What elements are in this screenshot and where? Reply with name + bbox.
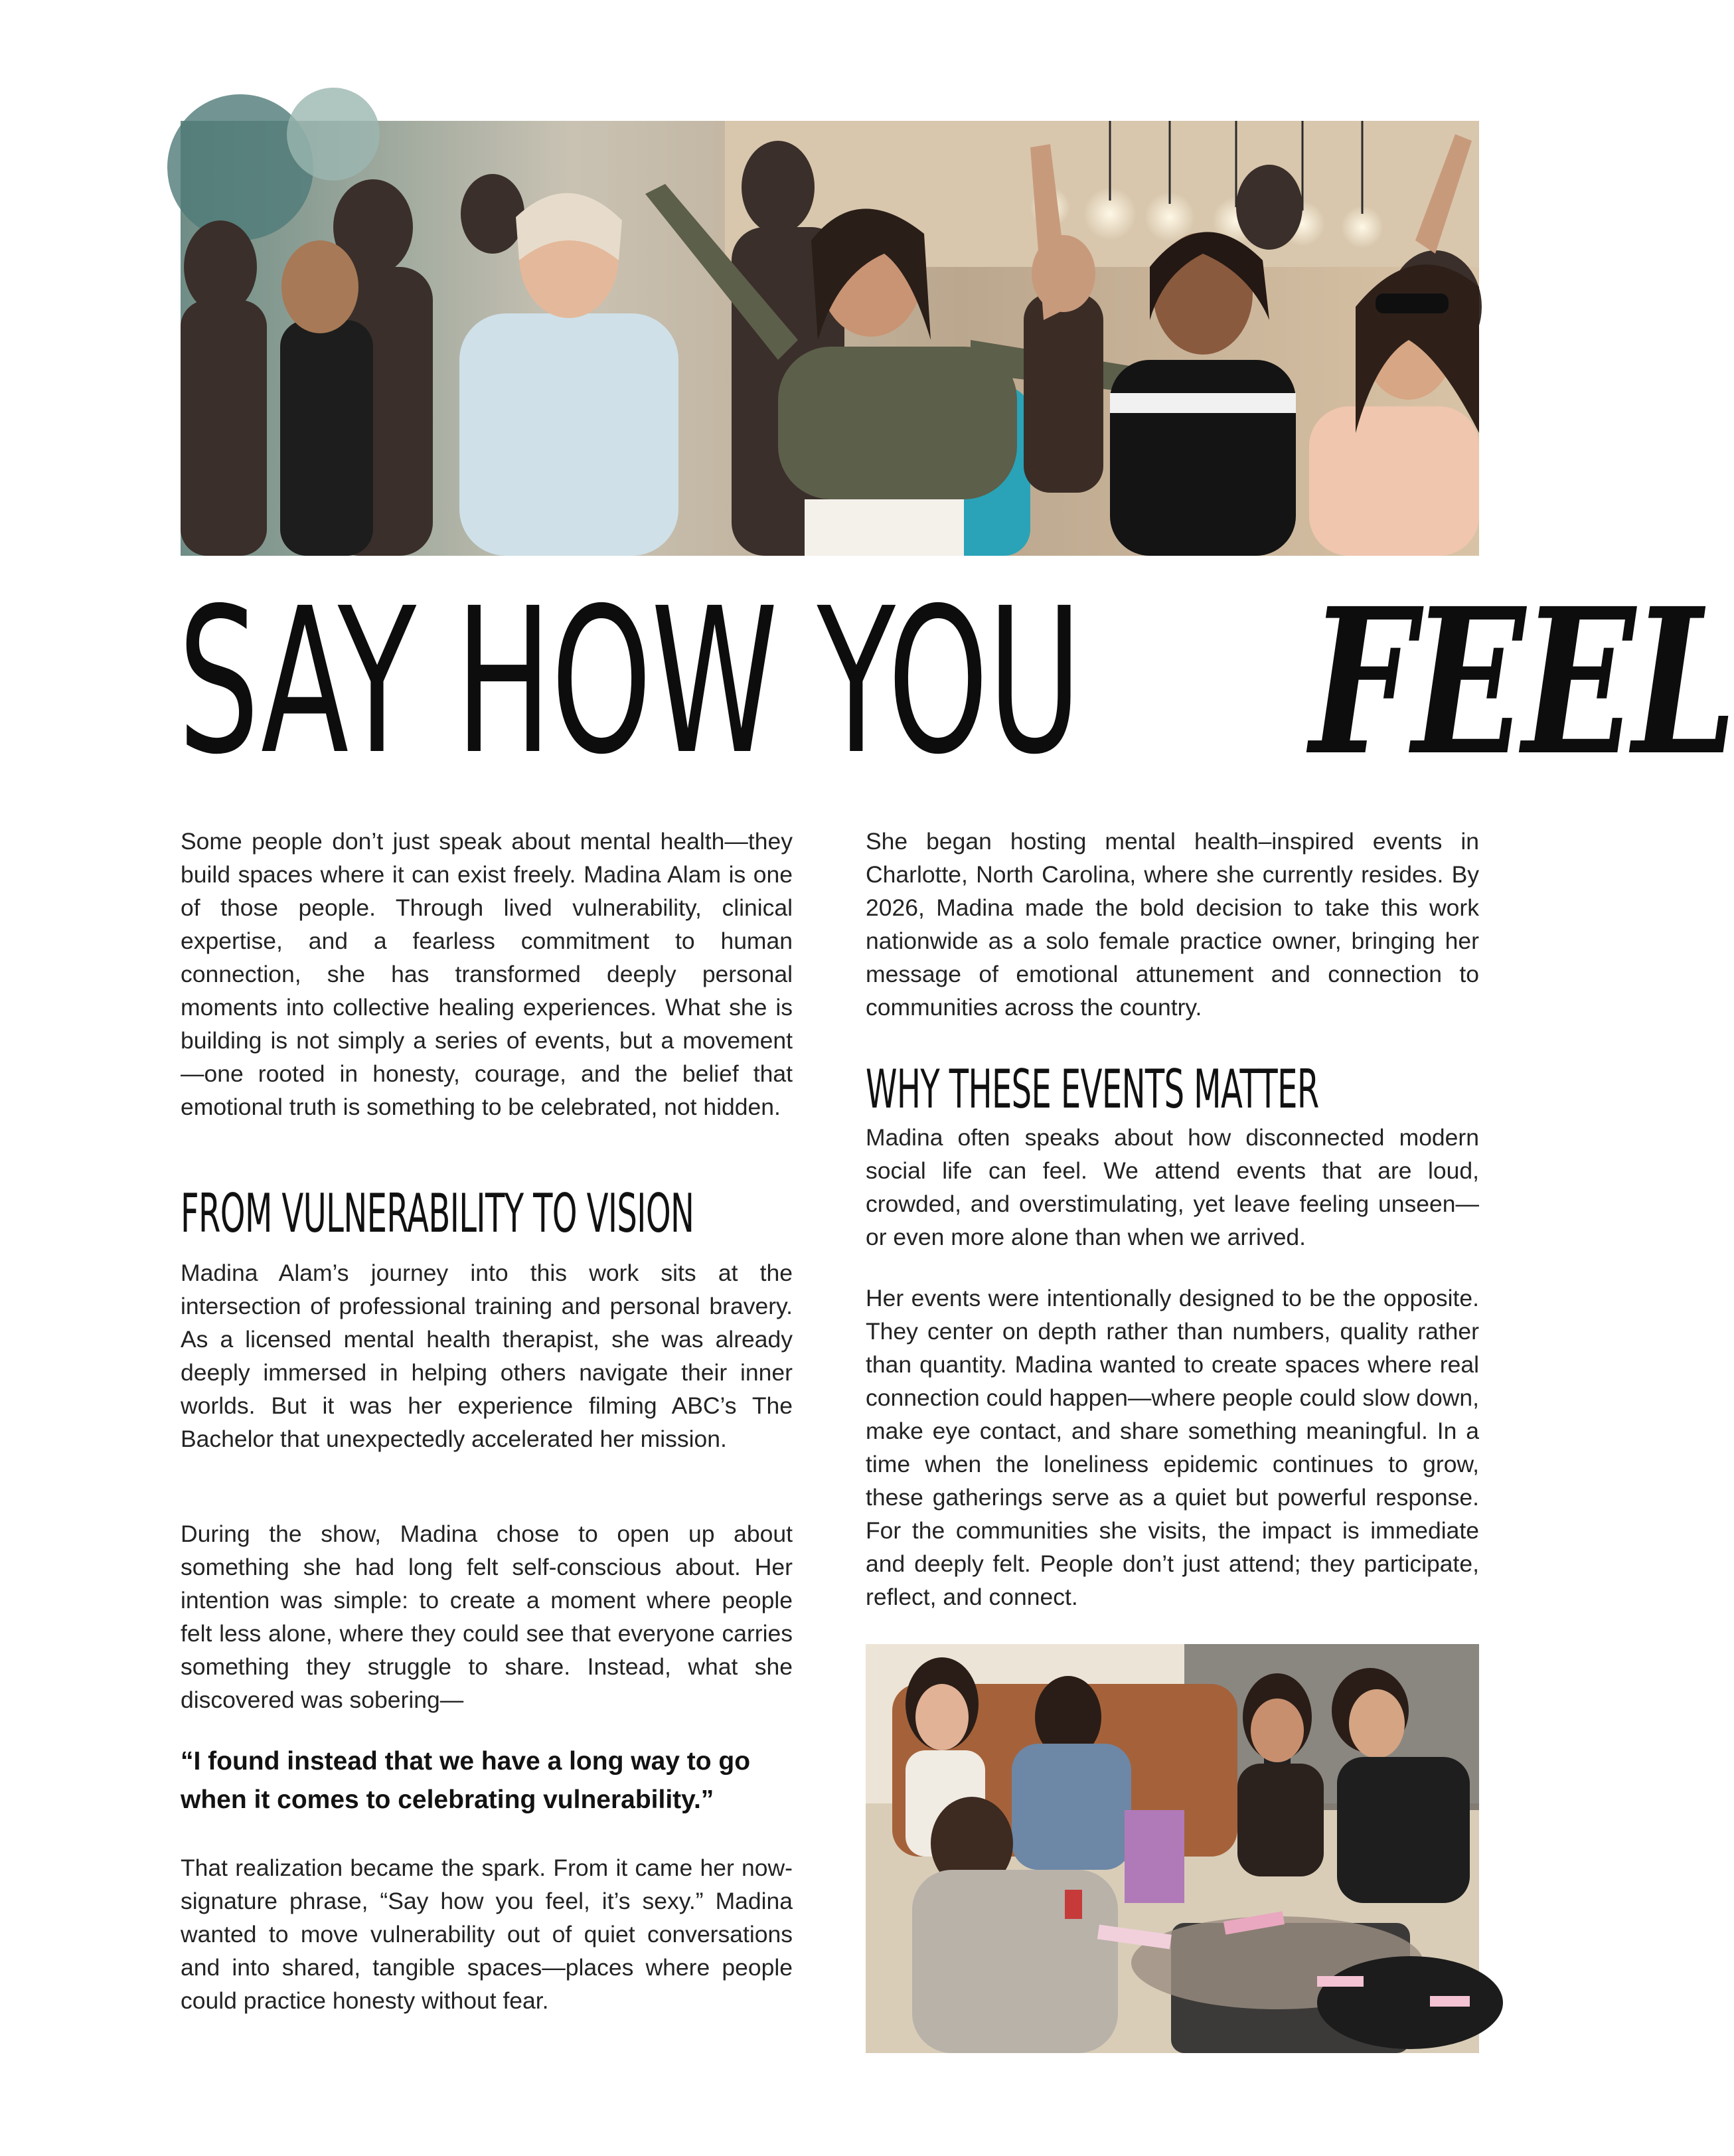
left-paragraph-1: Madina Alam’s journey into this work sits at the intersection of professional training and personal bravery. As a licensed mental health therapist, she was already deeply immersed in helping others navigate their inner worlds. But it was her experience filming ABC’s The Bachelor that unexpectedly accelerated her mission. bbox=[181, 1260, 793, 1452]
event-photo bbox=[866, 1644, 1479, 2053]
page-title bbox=[178, 564, 1734, 800]
left-paragraph-2: During the show, Madina chose to open up about something she had long felt self-conscious about. Her intention was simple: to create a moment where people felt less alone, where they could see that everyone carries something they struggle to share. Instead, what she discovered was sobering— bbox=[181, 1521, 793, 1713]
section-heading-events-matter: WHY THESE EVENTS MATTER bbox=[866, 1058, 1319, 1120]
pull-quote: “I found instead that we have a long way to go when it comes to celebrating vulnerability.” bbox=[181, 1747, 751, 1814]
right-intro-paragraph: She began hosting mental health–inspired events in Charlotte, North Carolina, where she currently resides. By 2026, Madina made the bold decision to take this work nationwide as a solo female practice owner, bringing her message of emotional attunement and connection to communities across the country. bbox=[866, 828, 1479, 1021]
headline-plain: SAY HOW YOU bbox=[178, 566, 1081, 799]
section-heading-vulnerability: FROM VULNERABILITY TO VISION bbox=[181, 1183, 694, 1244]
left-intro-paragraph: Some people don’t just speak about mental health—they build spaces where it can exist freely. Madina Alam is one of those people. Through lived vulnerability, clinical expertise, and a fearless commitment to human connection, she has transformed deeply personal moments into collective healing experiences. What she is building is not simply a series of events, but a movement—one rooted in honesty, courage, and the belief that emotional truth is something to be celebrated, not hidden. bbox=[181, 828, 793, 1120]
left-paragraph-3: That realization became the spark. From it came her now-signature phrase, “Say how you feel, it’s sexy.” Madina wanted to move vulnerability out of quiet conversations and into shared, tangible spaces—places where people could practice honesty without fear. bbox=[181, 1855, 793, 2014]
hero-photo bbox=[181, 121, 1479, 556]
right-paragraph-1: Madina often speaks about how disconnected modern social life can feel. We attend events that are loud, crowded, and overstimulating, yet leave feeling unseen—or even more alone than when we arrived. bbox=[866, 1124, 1479, 1250]
headline-emphasis: FEEL bbox=[1310, 564, 1734, 800]
right-paragraph-2: Her events were intentionally designed to be the opposite. They center on depth rather than numbers, quality rather than quantity. Madina wanted to create spaces where real connection could happen—where people could slow down, make eye contact, and share something meaningful. In a time when the loneliness epidemic continues to grow, these gatherings serve as a quiet but powerful response. For the communities she visits, the impact is immediate and deeply felt. People don’t just attend; they participate, reflect, and connect. bbox=[866, 1285, 1479, 1610]
